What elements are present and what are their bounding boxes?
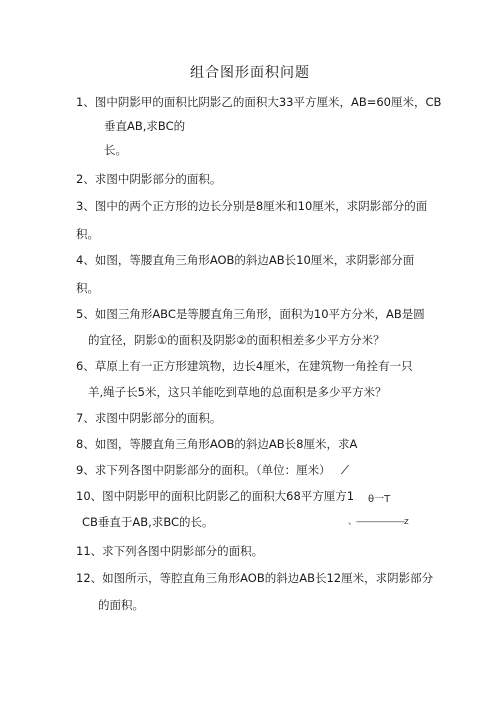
question-2: 2、求图中阴影部分的面积。 [76, 172, 222, 186]
question-8: 8、如图，等腰直角三角形AOB的斜边AB长8厘米，求A [76, 437, 358, 451]
question-7: 7、求图中阴影部分的面积。 [76, 411, 222, 425]
question-5-line-1: 5、如图三角形ABC是等腰直角三角形，面积为10平方分米，AB是圆 [76, 307, 425, 321]
question-10-stray-mark: θ一T [368, 494, 391, 505]
question-10-line-2: CB垂直于AB,求BC的长。 [82, 515, 214, 529]
question-9-stray-mark: ⁄ [344, 463, 347, 477]
question-3-line-1: 3、图中的两个正方形的边长分别是8厘米和10厘米，求阴影部分的面 [76, 199, 428, 213]
question-1-line-2: 垂直AB,求BC的 [104, 119, 186, 133]
question-11: 11、求下列各图中阴影部分的面积。 [76, 544, 264, 558]
question-1-line-3: 长。 [104, 143, 127, 157]
question-9: 9、求下列各图中阴影部分的面积。（单位：厘米） [76, 463, 331, 477]
question-4-line-2: 积。 [76, 281, 99, 295]
question-6-line-1: 6、草原上有一正方形建筑物，边长4厘米，在建筑物一角拴有一只 [76, 359, 413, 373]
page-title: 组合图形面积问题 [190, 65, 310, 81]
question-5-line-2: 的宜径，阴影①的面积及阴影②的面积相差多少平方分米？ [88, 333, 385, 347]
question-10-line-1: 10、图中阴影甲的面积比阴影乙的面积大68平方厘方1 [76, 489, 355, 503]
question-1-line-1: 1、图中阴影甲的面积比阴影乙的面积大33平方厘米，AB=60厘米，CB [76, 95, 442, 109]
question-3-line-2: 积。 [76, 227, 99, 241]
question-4-line-1: 4、如图，等腰直角三角形AOB的斜边AB长10厘米，求阴影部分面 [76, 253, 415, 267]
question-10-stray-dash: 、——————z [348, 517, 408, 527]
question-12-line-2: 的面积。 [98, 598, 144, 612]
question-6-line-2: 羊,绳子长5米，这只羊能吃到草地的总面积是多少平方米？ [88, 385, 387, 399]
question-12-line-1: 12、如图所示，等腔直角三角形AOB的斜边AB长12厘米，求阴影部分 [76, 571, 434, 585]
